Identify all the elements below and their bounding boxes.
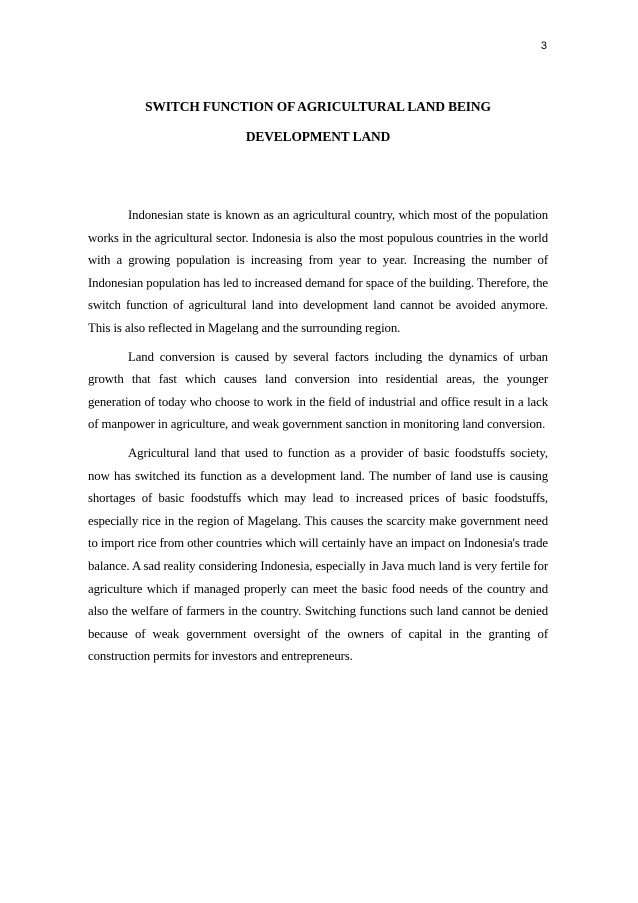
paragraph-1: Indonesian state is known as an agricultural country, which most of the population works in the agricultural sector. Indonesia is also the most populous countries in the world with a growing population is increasing from year to year. Increasing the number of Indonesian population has led to increased demand for space of the building. Therefore, the switch function of agricultural land into development land cannot be avoided anymore. This is also reflected in Magelang and the surrounding region. <box>88 208 548 335</box>
body-text <box>88 204 548 674</box>
title-line-2: DEVELOPMENT LAND <box>245 129 391 144</box>
paragraph-3: Agricultural land that used to function as a provider of basic foodstuffs society, now has switched its function as a development land. The number of land use is causing shortages of basic foodstuffs which may lead to increased prices of basic foodstuffs, especially rice in the region of Magelang. This causes the scarcity make government need to import rice from other countries which will certainly have an impact on Indonesia's trade balance. A sad reality considering Indonesia, especially in Java much land is very fertile for agriculture which if managed properly can meet the basic food needs of the country and also the welfare of farmers in the country. Switching functions such land cannot be denied because of weak government oversight of the owners of capital in the granting of construction permits for investors and entrepreneurs. <box>88 445 548 664</box>
document-title <box>88 92 548 152</box>
title-line-1: SWITCH FUNCTION OF AGRICULTURAL LAND BEING <box>145 99 491 114</box>
paragraph-2: Land conversion is caused by several factors including the dynamics of urban growth that fast which causes land conversion into residential areas, the younger generation of today who choose to work in the field of industrial and office result in a lack of manpower in agriculture, and weak government sanction in monitoring land conversion. <box>88 349 548 432</box>
page-number: 3 <box>540 40 547 52</box>
